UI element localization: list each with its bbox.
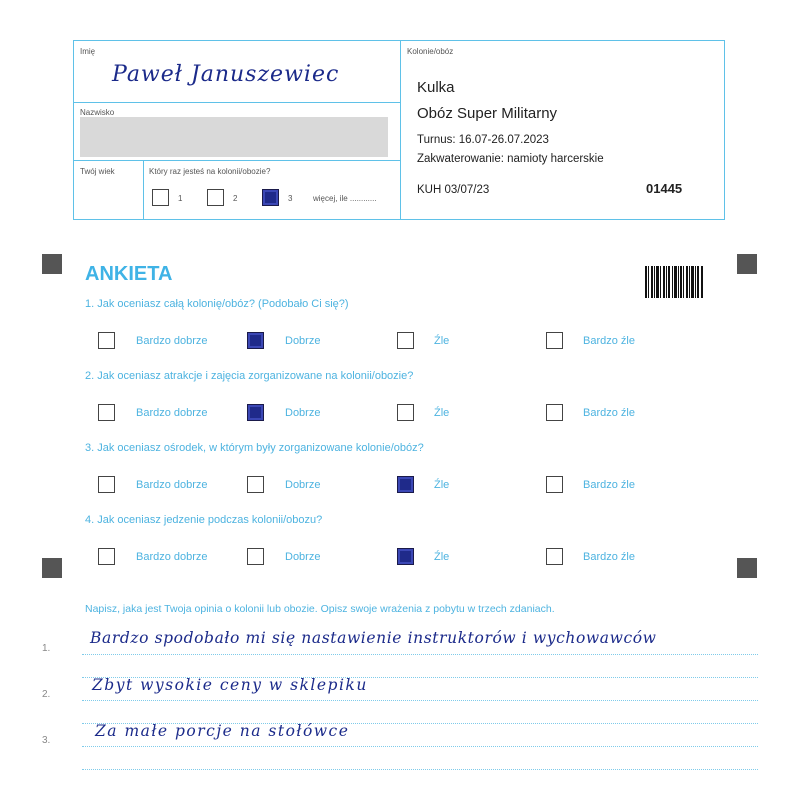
rating-checkbox[interactable] <box>397 332 414 349</box>
opinion-answer-2: Zbyt wysokie ceny w sklepiku <box>92 676 368 694</box>
rating-option-label: Dobrze <box>285 479 321 491</box>
question-text: 4. Jak oceniasz jedzenie podczas kolonii/obozu? <box>85 514 323 526</box>
rating-checkbox[interactable] <box>546 404 563 421</box>
opinion-answer-1: Bardzo spodobało mi się nastawienie instruktorów i wychowawców <box>90 629 657 647</box>
line-number: 3. <box>42 735 51 746</box>
turnus-text: Turnus: 16.07-26.07.2023 <box>417 134 549 146</box>
rating-checkbox[interactable] <box>98 332 115 349</box>
rating-checkbox[interactable] <box>397 476 414 493</box>
barcode-icon <box>645 266 703 298</box>
rating-option-label: Dobrze <box>285 551 321 563</box>
ktory-raz-label: Który raz jesteś na kolonii/obozie? <box>149 167 271 176</box>
rating-checkbox[interactable] <box>546 476 563 493</box>
header-divider-vertical <box>400 40 401 220</box>
question-text: 2. Jak oceniasz atrakcje i zajęcia zorganizowane na kolonii/obozie? <box>85 370 414 382</box>
writing-line <box>82 654 758 655</box>
attendance-option-2: 2 <box>233 194 238 203</box>
registration-marker-top-right <box>737 254 757 274</box>
rating-checkbox[interactable] <box>98 404 115 421</box>
rating-option-label: Bardzo źle <box>583 407 635 419</box>
rating-option-label: Źle <box>434 479 450 491</box>
rating-option-label: Bardzo dobrze <box>136 479 208 491</box>
rating-checkbox[interactable] <box>247 332 264 349</box>
nazwisko-redacted-field <box>80 117 388 157</box>
header-divider-age <box>143 160 144 220</box>
registration-marker-top-left <box>42 254 62 274</box>
writing-line <box>82 700 758 701</box>
kolonie-name: Kulka <box>417 79 455 96</box>
rating-checkbox[interactable] <box>546 332 563 349</box>
opinion-prompt: Napisz, jaka jest Twoja opinia o kolonii lub obozie. Opisz swoje wrażenia z pobytu w trzech zdaniach. <box>85 603 555 615</box>
header-divider-row1 <box>73 102 400 103</box>
rating-checkbox[interactable] <box>247 404 264 421</box>
zakwaterowanie-text: Zakwaterowanie: namioty harcerskie <box>417 153 604 165</box>
imie-label: Imię <box>80 47 96 56</box>
numer-text: 01445 <box>646 181 683 196</box>
rating-checkbox[interactable] <box>397 404 414 421</box>
rating-option-label: Źle <box>434 407 450 419</box>
registration-marker-bottom-right <box>737 558 757 578</box>
attendance-option-more: więcej, ile ............ <box>313 194 377 203</box>
registration-marker-bottom-left <box>42 558 62 578</box>
rating-option-label: Bardzo źle <box>583 479 635 491</box>
writing-line <box>82 746 758 747</box>
rating-checkbox[interactable] <box>546 548 563 565</box>
rating-option-label: Dobrze <box>285 335 321 347</box>
rating-option-label: Bardzo dobrze <box>136 551 208 563</box>
kolonie-label: Kolonie/obóz <box>407 47 454 56</box>
question-text: 1. Jak oceniasz całą kolonię/obóz? (Podobało Ci się?) <box>85 298 349 310</box>
rating-checkbox[interactable] <box>98 476 115 493</box>
writing-line <box>82 769 758 770</box>
attendance-option-3: 3 <box>288 194 293 203</box>
oboz-name: Obóz Super Militarny <box>417 105 558 122</box>
rating-option-label: Źle <box>434 551 450 563</box>
rating-option-label: Bardzo dobrze <box>136 335 208 347</box>
rating-option-label: Bardzo dobrze <box>136 407 208 419</box>
nazwisko-label: Nazwisko <box>80 108 115 117</box>
rating-option-label: Bardzo źle <box>583 551 635 563</box>
imie-handwritten-value: Paweł Januszewiec <box>112 62 340 87</box>
survey-title: ANKIETA <box>85 263 173 285</box>
kod-text: KUH 03/07/23 <box>417 184 490 196</box>
attendance-option-1: 1 <box>178 194 183 203</box>
header-divider-row2 <box>73 160 400 161</box>
wiek-label: Twój wiek <box>80 167 115 176</box>
rating-option-label: Bardzo źle <box>583 335 635 347</box>
attendance-checkbox-3[interactable] <box>262 189 279 206</box>
rating-checkbox[interactable] <box>247 476 264 493</box>
opinion-answer-3: Za małe porcje na stołówce <box>95 722 350 740</box>
rating-checkbox[interactable] <box>98 548 115 565</box>
rating-option-label: Źle <box>434 335 450 347</box>
rating-checkbox[interactable] <box>247 548 264 565</box>
line-number: 1. <box>42 643 51 654</box>
line-number: 2. <box>42 689 51 700</box>
rating-checkbox[interactable] <box>397 548 414 565</box>
question-text: 3. Jak oceniasz ośrodek, w którym były zorganizowane kolonie/obóz? <box>85 442 424 454</box>
attendance-checkbox-1[interactable] <box>152 189 169 206</box>
attendance-checkbox-2[interactable] <box>207 189 224 206</box>
rating-option-label: Dobrze <box>285 407 321 419</box>
